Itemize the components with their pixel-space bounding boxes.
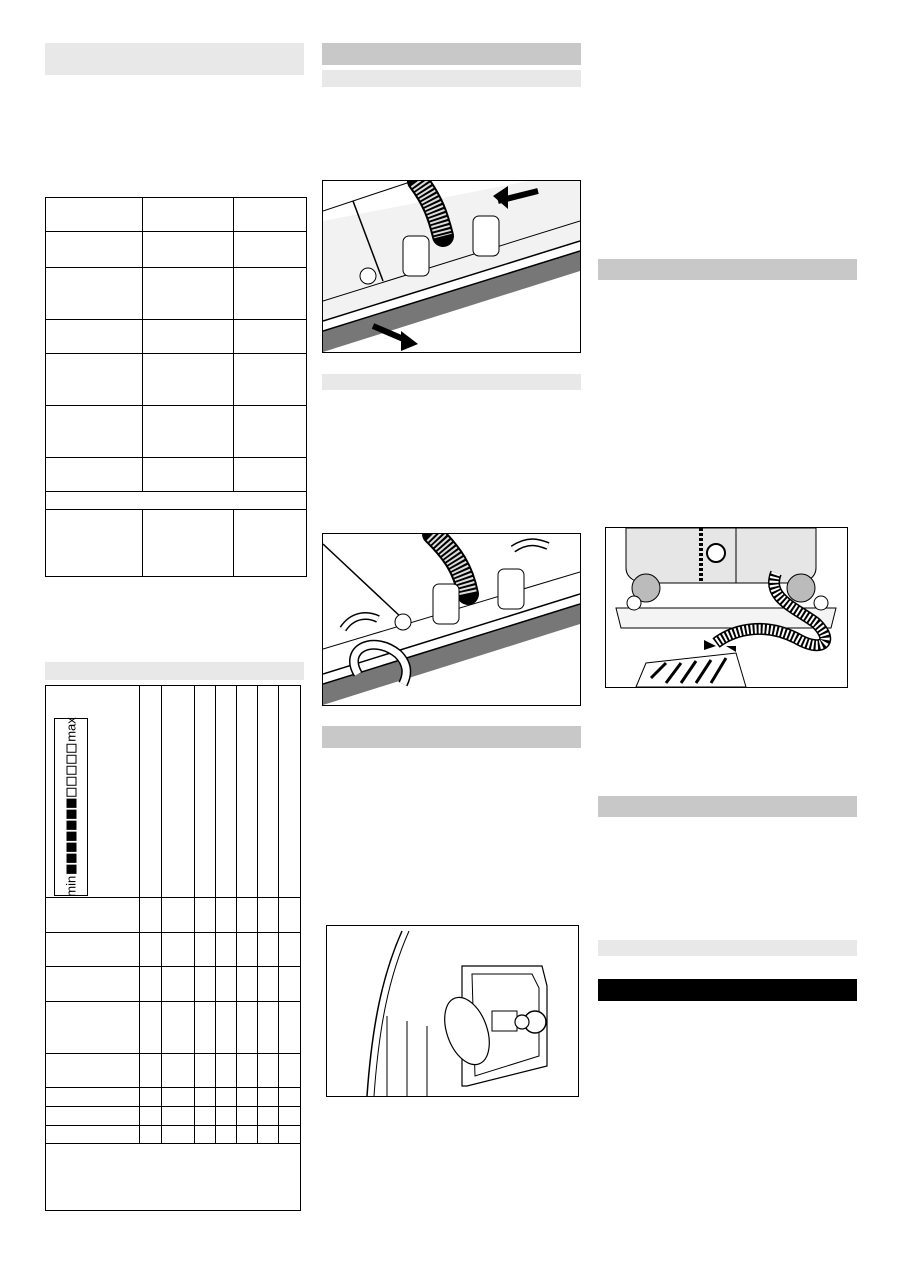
section-header-bar: [45, 43, 304, 75]
subsection-header-bar: [598, 940, 857, 956]
gauge-level-square: [66, 777, 76, 786]
suction-hose-illustration: [606, 528, 847, 687]
gauge-min-label: min: [63, 875, 79, 897]
section-header-bar: [322, 43, 581, 65]
gauge-level-square: [66, 832, 76, 841]
section-header-bar: [598, 259, 857, 280]
section-header-bar: [45, 662, 304, 680]
gauge-level-square: [66, 821, 76, 830]
gauge-level-squares: [66, 744, 76, 874]
suction-hose-figure: [605, 527, 848, 688]
gauge-level-square: [66, 865, 76, 874]
subsection-header-bar: [322, 70, 581, 87]
section-header-bar: [598, 796, 857, 817]
gauge-level-square: [66, 810, 76, 819]
squeegee-tilt-illustration: [323, 534, 580, 705]
gauge-level-square: [66, 788, 76, 797]
squeegee-adjustment-figure: [322, 180, 581, 353]
tank-drain-illustration: [327, 926, 578, 1096]
gauge-level-square: [66, 766, 76, 775]
subsection-header-bar: [322, 374, 581, 390]
gauge-max-label: max: [63, 717, 79, 742]
gauge-level-square: [66, 799, 76, 808]
squeegee-tilt-figure: [322, 533, 581, 706]
dosage-level-gauge: [54, 718, 88, 896]
squeegee-adjustment-illustration: [323, 181, 580, 352]
gauge-level-square: [66, 843, 76, 852]
settings-table: [45, 197, 307, 577]
dosage-table: [45, 685, 301, 1211]
section-header-bar: [322, 726, 581, 748]
gauge-level-square: [66, 755, 76, 764]
warning-header-bar: [598, 979, 857, 1001]
tank-drain-figure: [326, 925, 579, 1097]
gauge-level-square: [66, 854, 76, 863]
gauge-level-square: [66, 744, 76, 753]
